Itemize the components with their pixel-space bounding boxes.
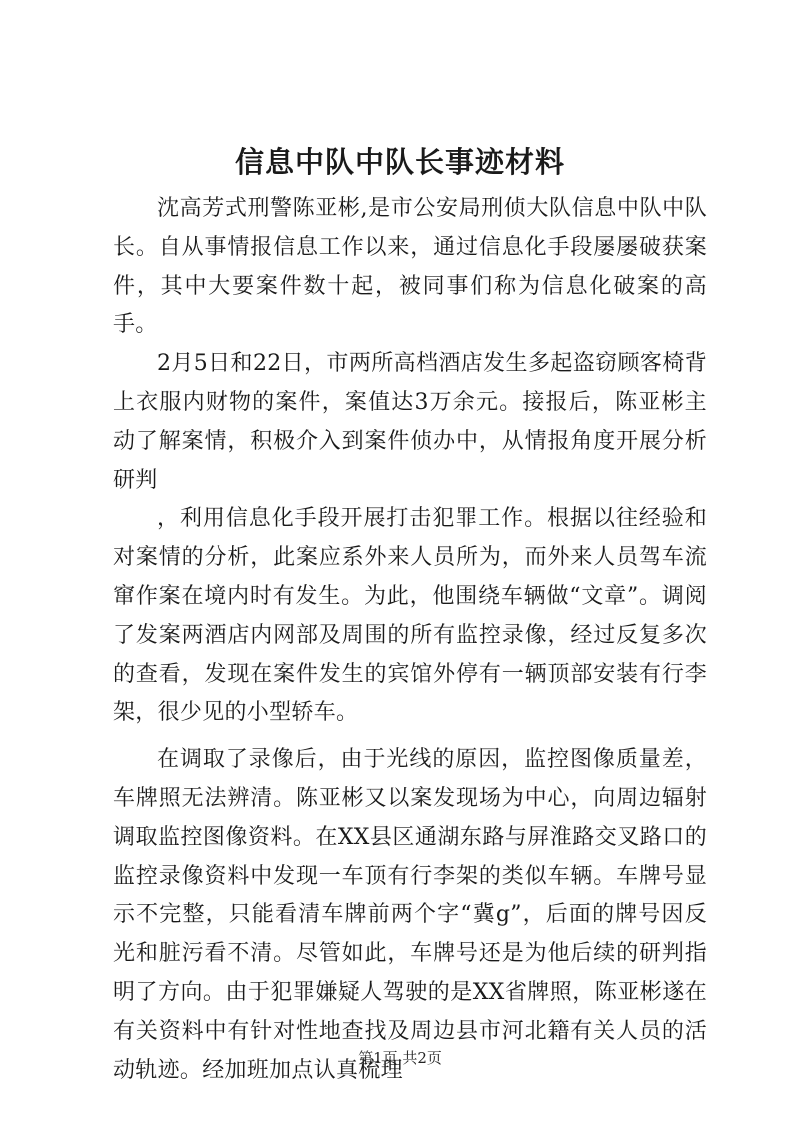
paragraph-4: 在调取了录像后，由于光线的原因，监控图像质量差，车牌照无法辨清。陈亚彬又以案发现场为中心，向周边辐射调取监控图像资料。在XX县区通湖东路与屏淮路交叉路口的监控录像资料中发现一车顶有行李架的类似车辆。车牌号显示不完整，只能看清车牌前两个字“冀g”，后面的牌号因反光和脏污看不清。尽管如此，车牌号还是为他后续的研判指明了方向。由于犯罪嫌疑人驾驶的是XX省牌照，陈亚彬遂在有关资料中有针对性地查找及周边县市河北籍有关人员的活动轨迹。经加班加点认真梳理 [113,747,707,1083]
paragraph-3: ，利用信息化手段开展打击犯罪工作。根据以往经验和对案情的分析，此案应系外来人员所为，而外来人员驾车流窜作案在境内时有发生。为此，他围绕车辆做“文章”。调阅了发案两酒店内网部及周围的所有监控录像，经过反复多次的查看，发现在案件发生的宾馆外停有一辆顶部安装有行李架，很少见的小型轿车。 [113,506,707,726]
document-body [113,190,707,1090]
page-footer: 第1页 共2页 [358,1049,442,1067]
document-title: 信息中队中队长事迹材料 [234,145,565,179]
paragraph-1: 沈高芳式刑警陈亚彬,是市公安局刑侦大队信息中队中队长。自从事情报信息工作以来，通过信息化手段屡屡破获案件，其中大要案件数十起，被同事们称为信息化破案的高手。 [113,196,707,338]
paragraph-2: 2月5日和22日，市两所高档酒店发生多起盗窃顾客椅背上衣服内财物的案件，案值达3万余元。接报后，陈亚彬主动了解案情，积极介入到案件侦办中，从情报角度开展分析研判 [113,351,707,493]
